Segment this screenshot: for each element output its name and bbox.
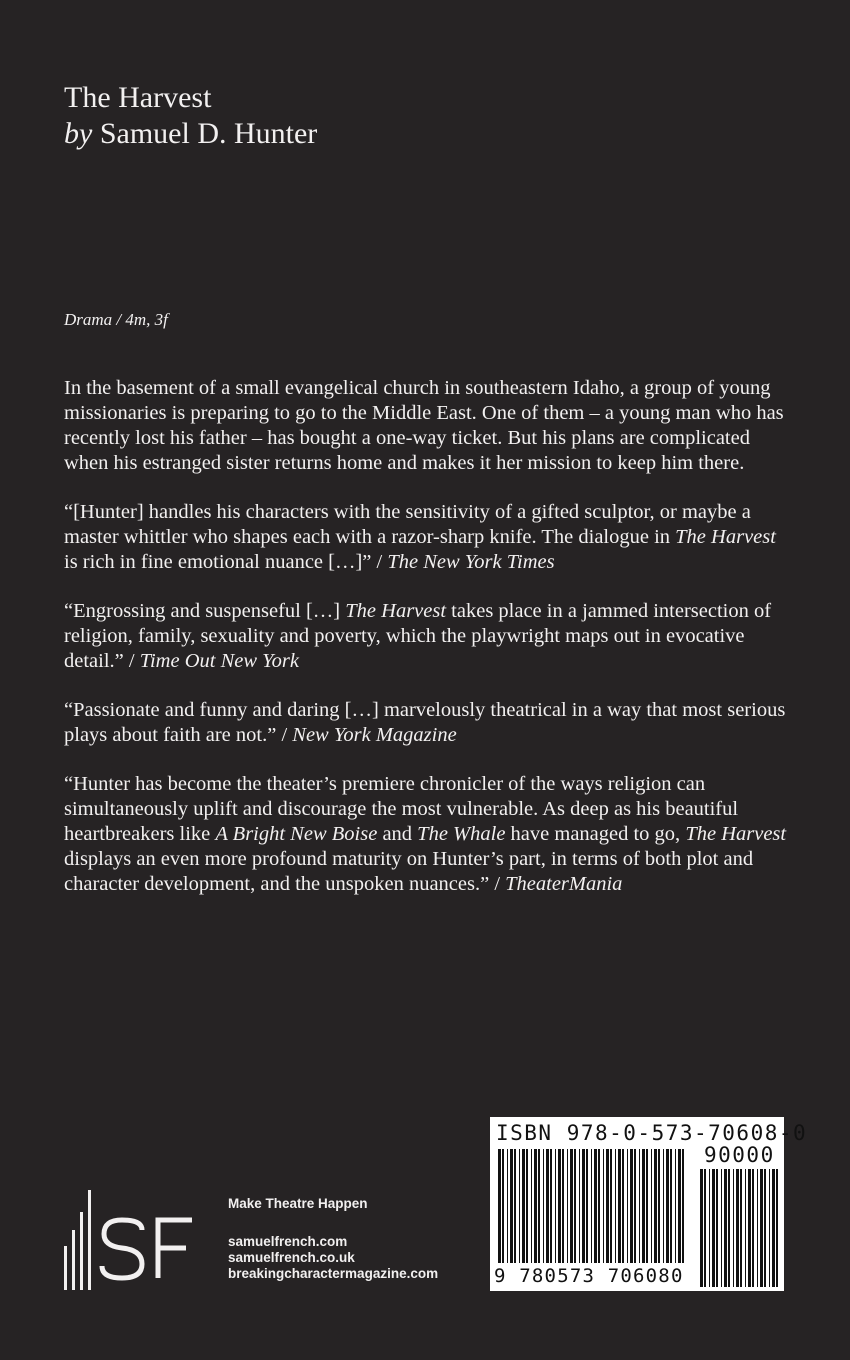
review-text: “[Hunter] handles his characters with the sensitivity of a gifted sculptor, or maybe a master whittler who shapes each with a razor-sharp knife. The dialogue in: [64, 501, 751, 548]
review-quote: [64, 772, 794, 897]
barcode-bar: [582, 1149, 585, 1263]
synopsis: In the basement of a small evangelical church in southeastern Idaho, a group of young missionaries is preparing to go to the Middle East. One of them – a young man who has recently lost his father – has bought a one-way ticket. But his plans are complicated when his estranged sister returns home and makes it her mission to keep him there.: [64, 377, 784, 474]
barcode-bar: [574, 1149, 576, 1263]
barcode-bar: [567, 1149, 568, 1263]
barcode-bar: [519, 1149, 520, 1263]
italic-title: The Harvest: [685, 823, 787, 845]
barcode-bar: [531, 1149, 532, 1263]
barcode-bar: [757, 1169, 758, 1287]
italic-title: The New York Times: [387, 551, 555, 573]
barcode-bar: [712, 1169, 715, 1287]
barcode-bar: [606, 1149, 609, 1263]
barcode-bar: [675, 1149, 676, 1263]
barcode-bar: [764, 1169, 766, 1287]
barcode-bar: [627, 1149, 628, 1263]
ean-digits: 9 780573 706080: [494, 1265, 684, 1287]
title-block: [64, 80, 317, 152]
barcode-bar: [658, 1149, 660, 1263]
barcode-bar: [654, 1149, 657, 1263]
reviews: [64, 500, 794, 897]
barcode-bar: [760, 1169, 763, 1287]
barcode-bar: [598, 1149, 600, 1263]
barcode-bar: [502, 1149, 504, 1263]
website-link[interactable]: samuelfrench.com: [228, 1234, 348, 1249]
genre-cast: Drama / 4m, 3f: [64, 310, 168, 329]
author-name: Samuel D. Hunter: [99, 117, 318, 150]
barcode-bar: [670, 1149, 672, 1263]
isbn-label: ISBN 978-0-573-70608-0: [496, 1121, 808, 1145]
italic-title: A Bright New Boise: [215, 823, 378, 845]
barcode-bar: [603, 1149, 604, 1263]
barcode-bar: [591, 1149, 592, 1263]
website-link[interactable]: breakingcharactermagazine.com: [228, 1266, 439, 1281]
barcode-bar: [666, 1149, 669, 1263]
barcode-bar: [724, 1169, 727, 1287]
barcode-bar: [514, 1149, 516, 1263]
review-text: and: [377, 823, 418, 845]
barcode-bar: [682, 1149, 684, 1263]
barcode-bar: [776, 1169, 778, 1287]
barcode-bar: [555, 1149, 556, 1263]
barcode-bar: [610, 1149, 612, 1263]
barcode-bar: [716, 1169, 718, 1287]
addon-price: 90000: [704, 1143, 775, 1167]
barcode-bar: [769, 1169, 770, 1287]
logo-letter-f: [158, 1220, 192, 1278]
barcode-bar: [586, 1149, 588, 1263]
review-text: have managed to go,: [505, 823, 686, 845]
review-text: is rich in fine emotional nuance […]” /: [64, 551, 388, 573]
italic-title: The Harvest: [675, 526, 776, 548]
logo-bar-2: [72, 1230, 75, 1290]
back-cover-copy: [64, 376, 794, 921]
barcode-bar: [562, 1149, 564, 1263]
barcode-bar: [510, 1149, 513, 1263]
barcode-bar: [594, 1149, 597, 1263]
barcode-bar: [538, 1149, 540, 1263]
italic-title: New York Magazine: [292, 724, 457, 746]
logo-bar-1: [64, 1246, 67, 1290]
barcode-bar: [526, 1149, 528, 1263]
review-text: “Passionate and funny and daring […] marvelously theatrical in a way that most serious plays about faith are not.” /: [64, 699, 786, 746]
barcode-bar: [498, 1149, 501, 1263]
barcode-bar: [543, 1149, 544, 1263]
barcode-bar: [728, 1169, 730, 1287]
barcode-bar: [740, 1169, 742, 1287]
review-text: “Hunter has become the theater’s premiere chronicler of the ways religion can simultaneously uplift and discourage the most vulnerable. As deep as his beautiful heartbreakers like: [64, 773, 739, 845]
website-link[interactable]: samuelfrench.co.uk: [228, 1250, 355, 1265]
review-quote: [64, 698, 794, 748]
review-text: “Engrossing and suspenseful […]: [64, 600, 346, 622]
barcode-bar: [507, 1149, 508, 1263]
barcode-bar: [700, 1169, 703, 1287]
barcode-bar: [748, 1169, 751, 1287]
barcode-bar: [639, 1149, 640, 1263]
publisher-info: [228, 1196, 438, 1282]
barcode-bar: [678, 1149, 681, 1263]
barcode-bar: [546, 1149, 549, 1263]
italic-title: The Harvest: [345, 600, 447, 622]
logo-letter-s: [102, 1220, 142, 1278]
logo-bar-4: [88, 1190, 91, 1290]
publisher-logo: [64, 1190, 196, 1290]
barcode-bar: [558, 1149, 561, 1263]
italic-title: Time Out New York: [139, 650, 300, 672]
logo-bar-3: [80, 1212, 83, 1290]
barcode-bar: [522, 1149, 525, 1263]
barcode-bar: [630, 1149, 633, 1263]
italic-title: TheaterMania: [505, 873, 623, 895]
review-text: takes place in a jammed intersection of religion, family, sexuality and poverty, which the playwright maps out in evocative detail.” /: [64, 600, 772, 672]
book-title: The Harvest: [64, 81, 212, 114]
barcode-bar: [663, 1149, 664, 1263]
barcode-bar: [618, 1149, 621, 1263]
isbn-barcode: [490, 1117, 808, 1291]
barcode-bar: [651, 1149, 652, 1263]
barcode-bar: [733, 1169, 734, 1287]
barcode-bar: [704, 1169, 706, 1287]
barcode-bar: [646, 1149, 648, 1263]
barcode-bar: [721, 1169, 722, 1287]
barcode-bar: [752, 1169, 754, 1287]
barcode-bar: [579, 1149, 580, 1263]
author-line: [64, 116, 317, 152]
barcode-bar: [745, 1169, 746, 1287]
review-quote: [64, 599, 794, 674]
by-word: by: [64, 117, 93, 150]
barcode-bar: [534, 1149, 537, 1263]
barcode-bar: [709, 1169, 710, 1287]
barcode-bar: [622, 1149, 624, 1263]
barcode-bar: [772, 1169, 775, 1287]
review-quote: [64, 500, 794, 575]
italic-title: The Whale: [417, 823, 506, 845]
barcode-bar: [615, 1149, 616, 1263]
publisher-tagline: Make Theatre Happen: [228, 1196, 368, 1211]
barcode-bar: [634, 1149, 636, 1263]
barcode-bar: [550, 1149, 552, 1263]
barcode-bar: [570, 1149, 573, 1263]
barcode-bar: [736, 1169, 739, 1287]
review-text: displays an even more profound maturity on Hunter’s part, in terms of both plot and character development, and the unspoken nuances.” /: [64, 848, 754, 895]
barcode-bar: [642, 1149, 645, 1263]
